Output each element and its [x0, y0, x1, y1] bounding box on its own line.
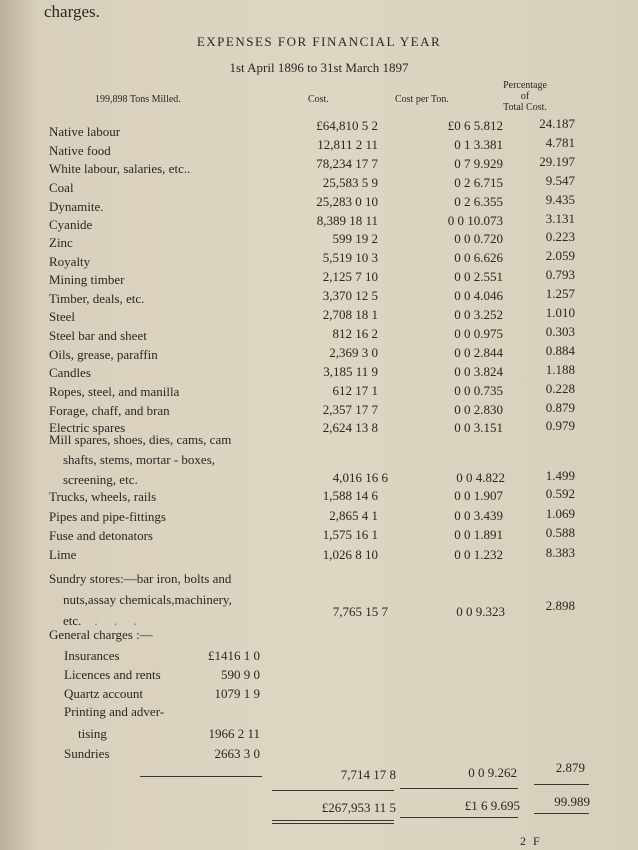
row-label: Coal	[49, 179, 74, 195]
header-tons: 199,898 Tons Milled.	[95, 94, 181, 105]
page-number: 2 F	[520, 834, 542, 848]
row-cost-per-ton: 0 0 0.975	[454, 325, 503, 341]
row-cost-per-ton: 0 0 3.151	[454, 420, 503, 436]
header-percentage-line: of	[520, 91, 530, 102]
total-rule-bottom	[400, 817, 518, 818]
row-cost-per-ton: 0 1 3.381	[454, 136, 503, 152]
general-charges-heading: General charges :—	[49, 627, 153, 642]
row-cost: £64,810 5 2	[316, 118, 378, 133]
general-item-label: Licences and rents	[64, 667, 161, 682]
general-item-label: tising	[78, 726, 107, 741]
row-label: Royalty	[49, 254, 91, 270]
row-cost: 612 17 1	[332, 382, 378, 398]
row-cost: 12,811 2 11	[317, 136, 378, 152]
row-label: Mining timber	[49, 272, 125, 288]
label-line: nuts,assay chemicals,machinery,	[63, 592, 232, 607]
row-cost: 812 16 2	[332, 325, 378, 341]
row-cost-per-ton: 0 0 1.891	[454, 527, 503, 542]
row-cost-per-ton: 0 0 3.252	[454, 307, 503, 322]
row-cost-per-ton: 0 0 2.830	[454, 401, 503, 417]
general-cost: 7,714 17 8	[340, 767, 396, 782]
row-percentage: 1.188	[545, 361, 575, 377]
row-percentage: 0.793	[545, 267, 575, 283]
row-cost: 3,370 12 5	[322, 288, 378, 304]
total-cost: £267,953 11 5	[321, 800, 396, 815]
total-pct: 99.989	[554, 794, 590, 809]
general-item-amount: 2663 3 0	[214, 746, 260, 761]
general-item-amount: 590 9 0	[221, 667, 260, 682]
label-line: shafts, stems, mortar - boxes,	[63, 452, 216, 467]
row-label: Ropes, steel, and manilla	[49, 383, 180, 399]
row-label: Candles	[49, 364, 91, 380]
row-percentage: 3.131	[545, 210, 575, 226]
general-item-label: Sundries	[64, 746, 110, 761]
row-cost: 78,234 17 7	[316, 155, 378, 171]
total-rule-top	[534, 784, 589, 785]
row-label: Native food	[49, 142, 111, 158]
row-cost: 2,865 4 1	[329, 507, 378, 523]
header-cost-per-ton: Cost per Ton.	[395, 94, 449, 105]
row-percentage: 29.197	[539, 153, 575, 169]
total-rule-bottom	[272, 820, 394, 821]
total-rule-bottom	[272, 823, 394, 824]
sundry-label	[49, 568, 232, 631]
row-percentage: 0.979	[545, 418, 575, 434]
continued-text: charges.	[44, 2, 100, 21]
row-cost: 3,185 11 9	[323, 363, 378, 379]
general-item-label: Insurances	[64, 648, 120, 663]
row-percentage: 0.223	[545, 229, 575, 245]
row-label: Trucks, wheels, rails	[49, 489, 157, 504]
label-line: etc. . . .	[63, 613, 137, 628]
row-percentage: 0.588	[545, 525, 575, 540]
general-item-amount: 1079 1 9	[214, 686, 260, 701]
row-cost-per-ton: 0 0 3.439	[454, 507, 503, 523]
row-cost: 1,026 8 10	[322, 546, 378, 562]
row-cost: 2,125 7 10	[322, 269, 378, 285]
mill-spares-label	[49, 430, 231, 490]
row-cost-per-ton: 0 0 4.046	[454, 288, 503, 304]
label-line: Sundry stores:—bar iron, bolts and	[49, 571, 232, 586]
row-percentage: 9.547	[545, 172, 575, 188]
total-rule-bottom	[534, 813, 589, 814]
general-item-amount: £1416 1 0	[208, 648, 260, 663]
row-label: Fuse and detonators	[49, 528, 153, 543]
row-percentage: 0.228	[545, 380, 575, 396]
row-cost-per-ton: 0 0 3.824	[454, 363, 503, 379]
row-label: Forage, chaff, and bran	[49, 402, 170, 418]
row-cost: 8,389 18 11	[316, 212, 378, 228]
sundry-pct: 2.898	[545, 598, 575, 613]
mill-spares-per-ton: 0 0 4.822	[456, 470, 505, 485]
row-percentage: 1.069	[545, 505, 575, 521]
row-cost: 2,624 13 8	[322, 420, 378, 436]
general-item-label: Quartz account	[64, 686, 144, 701]
row-label: Pipes and pipe-fittings	[49, 508, 166, 524]
label-text: etc.	[63, 613, 82, 628]
row-cost-per-ton: 0 0 0.720	[454, 231, 503, 247]
row-cost: 25,283 0 10	[316, 193, 378, 209]
row-percentage: 2.059	[545, 248, 575, 264]
sundry-per-ton: 0 0 9.323	[456, 604, 505, 619]
mill-spares-pct: 1.499	[545, 468, 575, 483]
row-percentage: 0.592	[545, 486, 575, 501]
mill-spares-cost: 4,016 16 6	[332, 470, 388, 485]
general-per-ton: 0 0 9.262	[468, 765, 517, 780]
header-percentage-line: Total Cost.	[503, 102, 547, 113]
row-cost-per-ton: 0 0 0.735	[454, 382, 503, 398]
row-percentage: 8.383	[545, 544, 575, 560]
row-cost: 1,575 16 1	[322, 527, 378, 542]
row-cost: 5,519 10 3	[322, 250, 378, 266]
row-label: Native labour	[49, 124, 121, 139]
table-subtitle: 1st April 1896 to 31st March 1897	[229, 60, 409, 75]
table-row	[0, 544, 638, 567]
general-pct: 2.879	[555, 760, 585, 775]
row-percentage: 0.303	[545, 323, 575, 339]
header-percentage	[490, 80, 560, 113]
row-label: White labour, salaries, etc..	[49, 160, 191, 176]
row-cost: 2,369 3 0	[329, 344, 378, 360]
row-percentage: 1.257	[545, 286, 575, 302]
row-label: Zinc	[49, 235, 73, 251]
row-cost-per-ton: 0 0 1.907	[454, 488, 503, 503]
header-percentage-line: Percentage	[503, 80, 547, 91]
row-label: Electric spares	[49, 420, 126, 436]
total-rule-top	[400, 788, 518, 789]
row-cost-per-ton: 0 2 6.715	[454, 174, 503, 190]
table-title: EXPENSES FOR FINANCIAL YEAR	[196, 34, 442, 49]
row-percentage: 4.781	[545, 134, 575, 150]
row-cost-per-ton: 0 0 2.844	[454, 344, 503, 360]
general-item-amount: 1966 2 11	[208, 726, 260, 741]
row-label: Steel	[49, 309, 75, 324]
subtotal-rule	[140, 776, 262, 777]
general-item-label: Printing and adver-	[64, 704, 165, 719]
row-cost: 25,583 5 9	[322, 174, 378, 190]
row-cost-per-ton: 0 0 1.232	[454, 546, 503, 562]
row-cost-per-ton: £0 6 5.812	[447, 118, 503, 133]
row-cost-per-ton: 0 2 6.355	[454, 193, 503, 209]
row-cost-per-ton: 0 0 2.551	[454, 269, 503, 285]
row-cost-per-ton: 0 0 6.626	[454, 250, 503, 266]
row-label: Cyanide	[49, 216, 93, 232]
row-label: Steel bar and sheet	[49, 327, 147, 343]
row-label: Oils, grease, paraffin	[49, 346, 158, 362]
total-rule-top	[272, 790, 394, 791]
label-line: screening, etc.	[63, 472, 138, 487]
row-percentage: 1.010	[545, 305, 575, 320]
row-cost-per-ton: 0 7 9.929	[454, 155, 503, 171]
sundry-cost: 7,765 15 7	[332, 604, 388, 619]
row-cost: 2,708 18 1	[322, 307, 378, 322]
row-cost-per-ton: 0 0 10.073	[447, 212, 503, 228]
row-label: Dynamite.	[49, 198, 104, 214]
row-label: Lime	[49, 546, 77, 562]
row-percentage: 0.884	[545, 342, 575, 358]
row-percentage: 0.879	[545, 399, 575, 415]
row-label: Timber, deals, etc.	[49, 291, 145, 307]
row-percentage: 24.187	[539, 116, 575, 131]
total-per-ton: £1 6 9.695	[464, 798, 520, 813]
row-percentage: 9.435	[545, 191, 575, 207]
row-cost: 599 19 2	[332, 231, 378, 247]
row-cost: 2,357 17 7	[322, 401, 378, 417]
label-line: Mill spares, shoes, dies, cams, cam	[49, 432, 232, 447]
header-cost: Cost.	[308, 94, 329, 105]
row-cost: 1,588 14 6	[322, 488, 378, 503]
